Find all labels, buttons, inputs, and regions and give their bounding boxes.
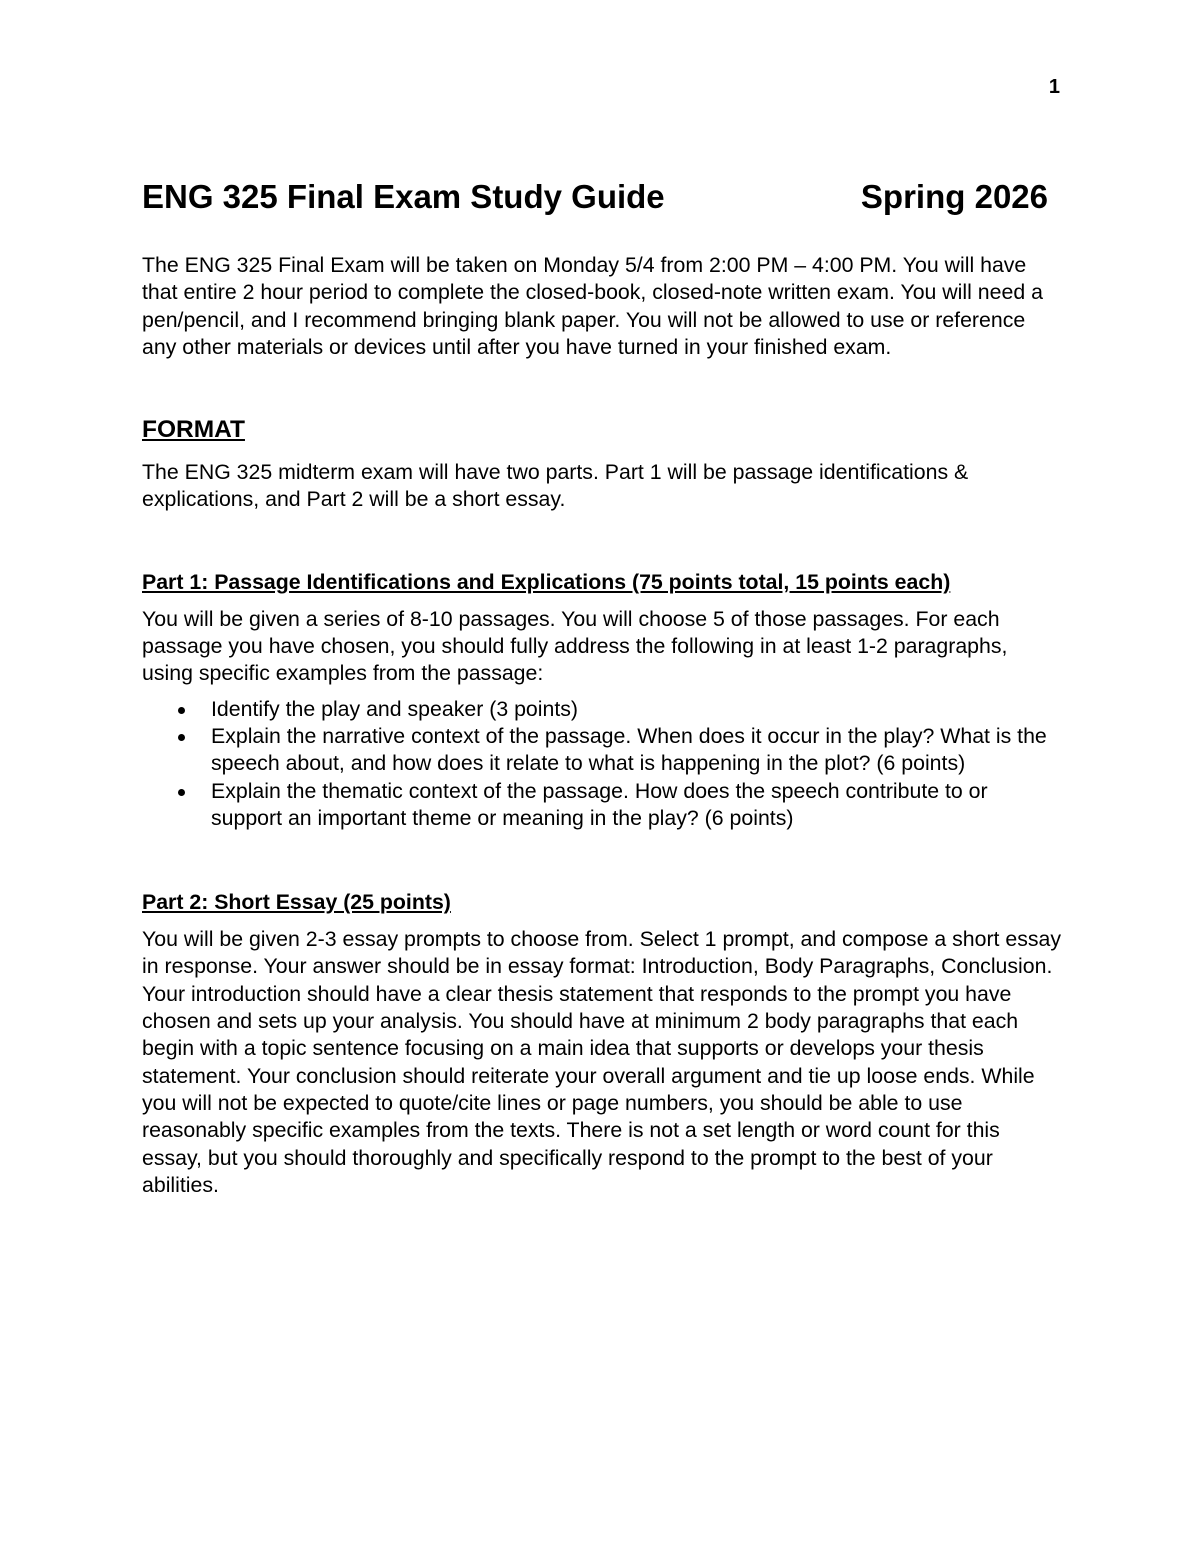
term-label: Spring 2026 bbox=[860, 178, 1048, 215]
part1-paragraph: You will be given a series of 8-10 passages. You will choose 5 of those passages. For each passage you have chosen, you should fully address the following in at least 1-2 paragraphs, using specific examples from the passage: bbox=[142, 606, 1008, 686]
bullet-icon bbox=[178, 734, 185, 741]
document-title: ENG 325 Final Exam Study Guide bbox=[142, 178, 665, 215]
bullet-icon bbox=[178, 707, 185, 714]
list-item-text: Identify the play and speaker (3 points) bbox=[211, 696, 578, 721]
list-item bbox=[142, 696, 1062, 723]
document-header bbox=[142, 178, 1048, 216]
format-paragraph: The ENG 325 midterm exam will have two parts. Part 1 will be passage identifications & explications, and Part 2 will be a short essay. bbox=[142, 460, 969, 512]
part1-criteria-list bbox=[142, 696, 1062, 832]
page-number: 1 bbox=[1048, 76, 1060, 98]
intro-paragraph: The ENG 325 Final Exam will be taken on Monday 5/4 from 2:00 PM – 4:00 PM. You will have that entire 2 hour period to complete the closed-book, closed-note written exam. You will need a pen/pencil, and I recommend bringing blank paper. You will not be allowed to use or reference any other materials or devices until after you have turned in your finished exam. bbox=[142, 253, 1043, 359]
list-item bbox=[142, 723, 1062, 778]
part1-heading: Part 1: Passage Identifications and Explications (75 points total, 15 points each) bbox=[142, 569, 951, 594]
list-item-text: Explain the thematic context of the passage. How does the speech contribute to or support an important theme or meaning in the play? (6 points) bbox=[211, 778, 988, 830]
list-item bbox=[142, 778, 1062, 833]
format-heading: FORMAT bbox=[142, 416, 245, 444]
part2-heading: Part 2: Short Essay (25 points) bbox=[142, 890, 451, 915]
bullet-icon bbox=[178, 789, 185, 796]
document-body bbox=[142, 178, 1062, 1199]
part2-paragraph: You will be given 2-3 essay prompts to choose from. Select 1 prompt, and compose a short essay in response. Your answer should be in essay format: Introduction, Body Paragraphs, Conclusion. Your introduction should have a clear thesis statement that responds to the prompt you have chosen and sets up your analysis. You should have at minimum 2 body paragraphs that each begin with a topic sentence focusing on a main idea that supports or develops your thesis statement. Your conclusion should reiterate your overall argument and tie up loose ends. While you will not be expected to quote/cite lines or page numbers, you should be able to use reasonably specific examples from the texts. There is not a set length or word count for this essay, but you should thoroughly and specifically respond to the prompt to the best of your abilities. bbox=[142, 927, 1061, 1197]
list-item-text: Explain the narrative context of the passage. When does it occur in the play? What is the speech about, and how does it relate to what is happening in the plot? (6 points) bbox=[211, 723, 1047, 776]
